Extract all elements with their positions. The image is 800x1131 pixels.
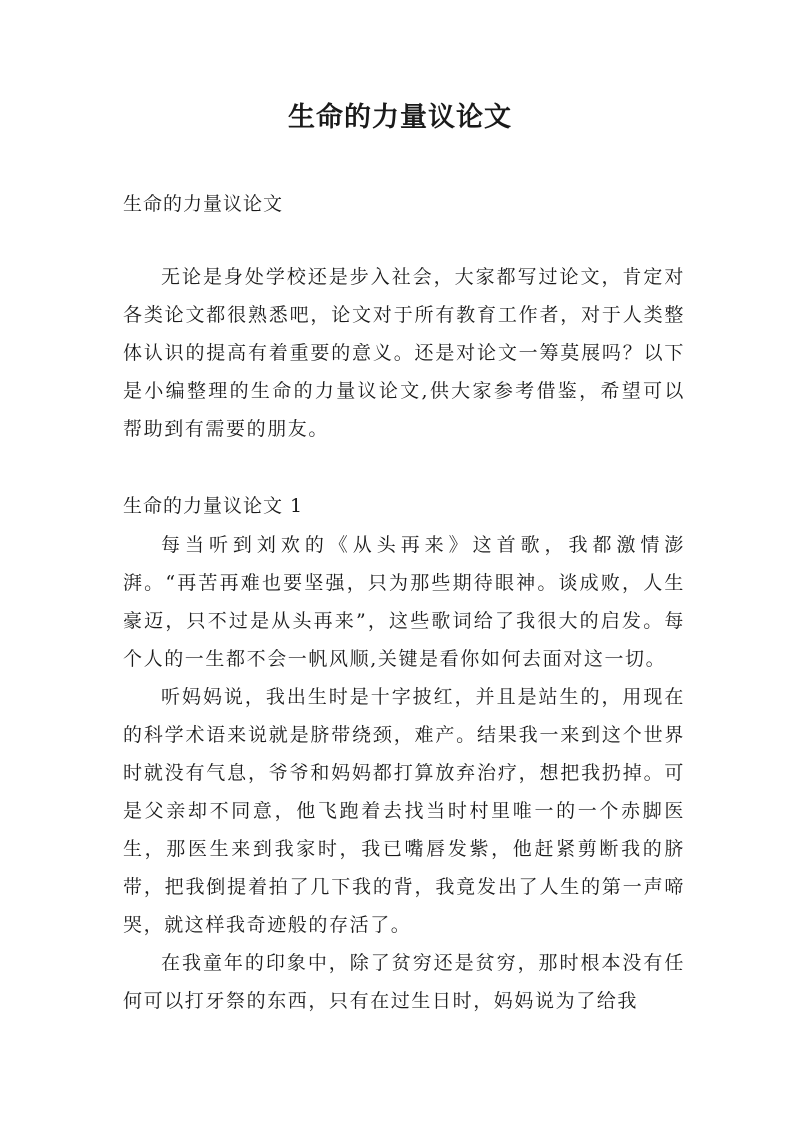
intro-paragraph: 无论是身处学校还是步入社会，大家都写过论文，肯定对各类论文都很熟悉吧，论文对于所有教育工作者，对于人类整体认识的提高有着重要的意义。还是对论文一筹莫展吗？以下是小编整理的生命的力量议论文,供大家参考借鉴，希望可以帮助到有需要的朋友。 (123, 266, 685, 440)
intro-block (123, 258, 685, 448)
body-paragraph-3: 在我童年的印象中，除了贫穷还是贫穷，那时根本没有任何可以打牙祭的东西，只有在过生日时，妈妈说为了给我 (123, 952, 685, 1012)
section-heading: 生命的力量议论文 1 (123, 495, 304, 517)
body-text-block (123, 526, 685, 1020)
body-paragraph-1: 每当听到刘欢的《从头再来》这首歌，我都激情澎湃。“再苦再难也要坚强，只为那些期待眼神。谈成败，人生豪迈，只不过是从头再来”，这些歌词给了我很大的启发。每个人的一生都不会一帆风顺,关键是看你如何去面对这一切。 (123, 534, 685, 670)
document-title: 生命的力量议论文 (288, 102, 512, 133)
document-subtitle: 生命的力量议论文 (123, 193, 284, 215)
body-paragraph-2: 听妈妈说，我出生时是十字披红，并且是站生的，用现在的科学术语来说就是脐带绕颈，难产。结果我一来到这个世界时就没有气息，爷爷和妈妈都打算放弃治疗，想把我扔掉。可是父亲却不同意，他飞跑着去找当时村里唯一的一个赤脚医生，那医生来到我家时，我已嘴唇发紫，他赶紧剪断我的脐带，把我倒提着拍了几下我的背，我竟发出了人生的第一声啼哭，就这样我奇迹般的存活了。 (123, 686, 685, 936)
